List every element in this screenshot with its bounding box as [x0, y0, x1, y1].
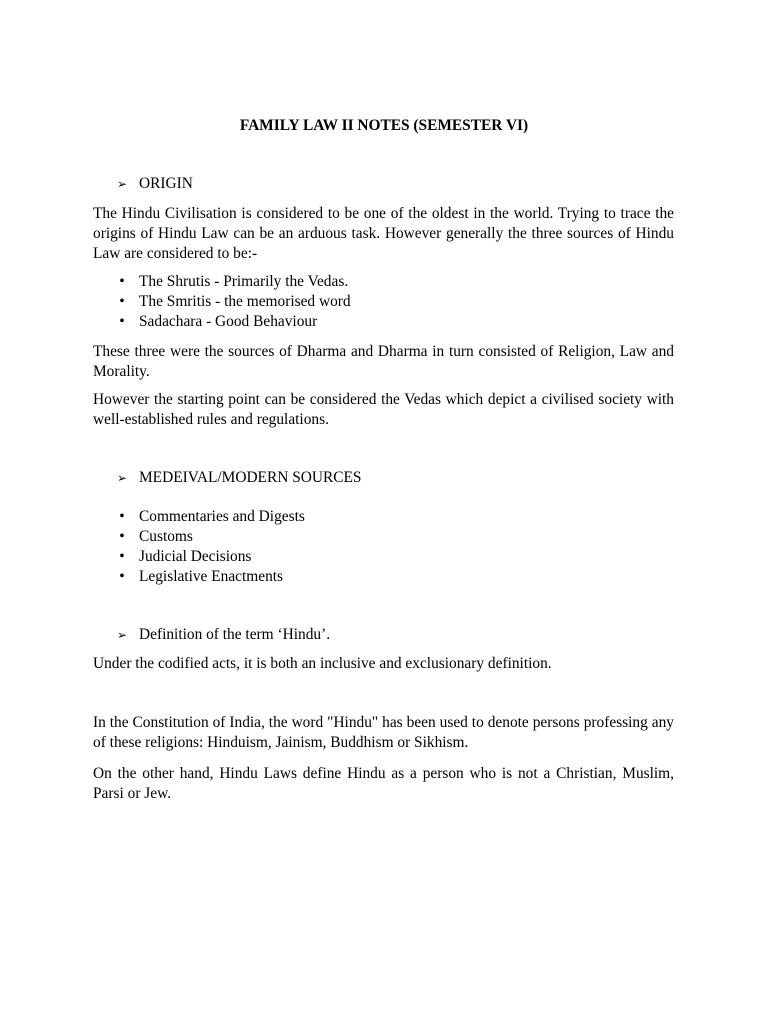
- bullet-icon: •: [119, 273, 125, 290]
- list-item: • The Shrutis - Primarily the Vedas.: [117, 272, 351, 292]
- definition-paragraph-3: On the other hand, Hindu Laws define Hindu as a person who is not a Christian, Muslim, Parsi or Jew.: [93, 765, 674, 802]
- section-heading-label: MEDEIVAL/MODERN SOURCES: [139, 469, 362, 486]
- bullet-icon: •: [119, 293, 125, 310]
- list-item: • Legislative Enactments: [117, 567, 305, 587]
- section-heading-label: ORIGIN: [139, 175, 193, 192]
- origin-bullet-list: [117, 272, 351, 332]
- section-heading-modern-sources: [117, 468, 361, 488]
- bullet-icon: •: [119, 508, 125, 525]
- origin-paragraph: The Hindu Civilisation is considered to be one of the oldest in the world. Trying to trace the origins of Hindu Law can be an arduous task. However generally the three sources of Hindu Law are considered to be:-: [93, 205, 674, 262]
- bullet-icon: •: [119, 313, 125, 330]
- list-item: • Judicial Decisions: [117, 547, 305, 567]
- arrow-bullet-icon: ➢: [117, 471, 128, 485]
- arrow-bullet-icon: ➢: [117, 628, 128, 642]
- origin-paragraph-2: These three were the sources of Dharma and Dharma in turn consisted of Religion, Law and Morality.: [93, 343, 674, 380]
- arrow-bullet-icon: ➢: [117, 177, 128, 191]
- bullet-icon: •: [119, 528, 125, 545]
- section-heading-label: Definition of the term ‘Hindu’.: [139, 626, 331, 643]
- bullet-icon: •: [119, 548, 125, 565]
- list-item: • Commentaries and Digests: [117, 507, 305, 527]
- modern-sources-bullet-list: [117, 507, 305, 587]
- list-item: • Customs: [117, 527, 305, 547]
- origin-paragraph-3: However the starting point can be considered the Vedas which depict a civilised society with well-established rules and regulations.: [93, 391, 674, 428]
- bullet-icon: •: [119, 568, 125, 585]
- list-item: • Sadachara - Good Behaviour: [117, 312, 351, 332]
- document-title: FAMILY LAW II NOTES (SEMESTER VI): [239, 117, 529, 134]
- section-heading-definition: [117, 625, 330, 645]
- definition-paragraph: Under the codified acts, it is both an inclusive and exclusionary definition.: [93, 655, 552, 672]
- list-item: • The Smritis - the memorised word: [117, 292, 351, 312]
- definition-paragraph-2: In the Constitution of India, the word "Hindu" has been used to denote persons professing any of these religions: Hinduism, Jainism, Buddhism or Sikhism.: [93, 714, 674, 751]
- section-heading-origin: [117, 174, 193, 194]
